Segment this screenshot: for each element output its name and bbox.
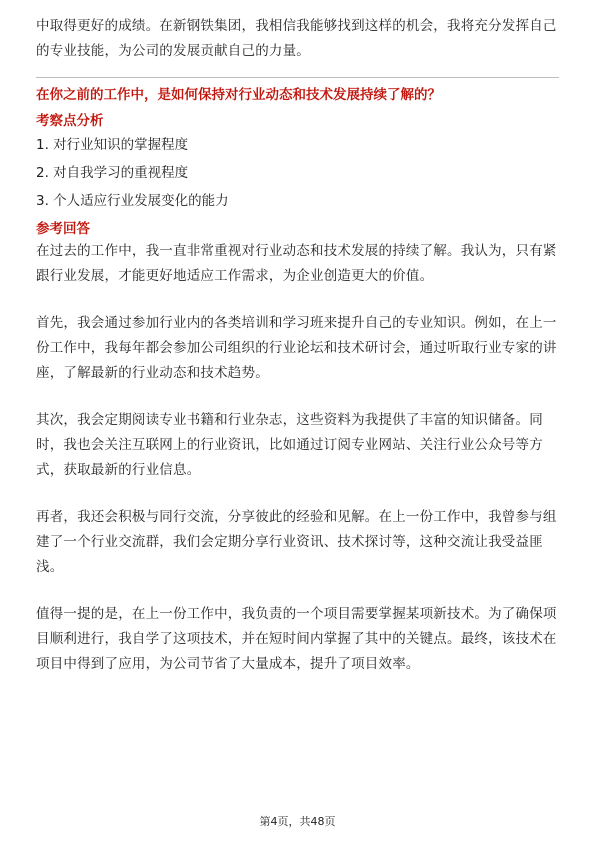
answer-heading: 参考回答 [36, 221, 90, 237]
answer-paragraph: 再者，我还会积极与同行交流，分享彼此的经验和见解。在上一份工作中，我曾参与组建了一个行业交流群，我们会定期分享行业资讯、技术探讨等，这种交流让我受益匪浅。 [36, 509, 557, 575]
answer-paragraph: 值得一提的是，在上一份工作中，我负责的一个项目需要掌握某项新技术。为了确保项目顺利进行，我自学了这项技术，并在短时间内掌握了其中的关键点。最终，该技术在项目中得到了应用，为公司节省了大量成本，提升了项目效率。 [36, 606, 557, 672]
paragraph-gap [36, 386, 559, 408]
intro-paragraph: 中取得更好的成绩。在新钢铁集团，我相信我能够找到这样的机会，我将充分发挥自己的专业技能，为公司的发展贡献自己的力量。 [36, 18, 557, 59]
paragraph-gap [36, 483, 559, 505]
paragraph-gap [36, 289, 559, 311]
page-number-footer: 第4页，共48页 [259, 815, 336, 828]
document-page [36, 14, 559, 677]
paragraph-gap [36, 580, 559, 602]
list-item: 2. 对自我学习的重视程度 [36, 165, 189, 181]
list-item: 3. 个人适应行业发展变化的能力 [36, 193, 229, 209]
analysis-list [36, 131, 559, 215]
question-heading: 在你之前的工作中，是如何保持对行业动态和技术发展持续了解的？ [36, 87, 441, 103]
list-item: 1. 对行业知识的掌握程度 [36, 137, 189, 153]
answer-paragraph: 其次，我会定期阅读专业书籍和行业杂志，这些资料为我提供了丰富的知识储备。同时，我也会关注互联网上的行业资讯，比如通过订阅专业网站、关注行业公众号等方式，获取最新的行业信息。 [36, 412, 543, 478]
answer-paragraph: 首先，我会通过参加行业内的各类培训和学习班来提升自己的专业知识。例如，在上一份工作中，我每年都会参加公司组织的行业论坛和技术研讨会，通过听取行业专家的讲座，了解最新的行业动态和技术趋势。 [36, 315, 557, 381]
answer-paragraph: 在过去的工作中，我一直非常重视对行业动态和技术发展的持续了解。我认为，只有紧跟行业发展，才能更好地适应工作需求，为企业创造更大的价值。 [36, 243, 557, 284]
section-divider [36, 77, 559, 78]
analysis-heading: 考察点分析 [36, 113, 104, 129]
